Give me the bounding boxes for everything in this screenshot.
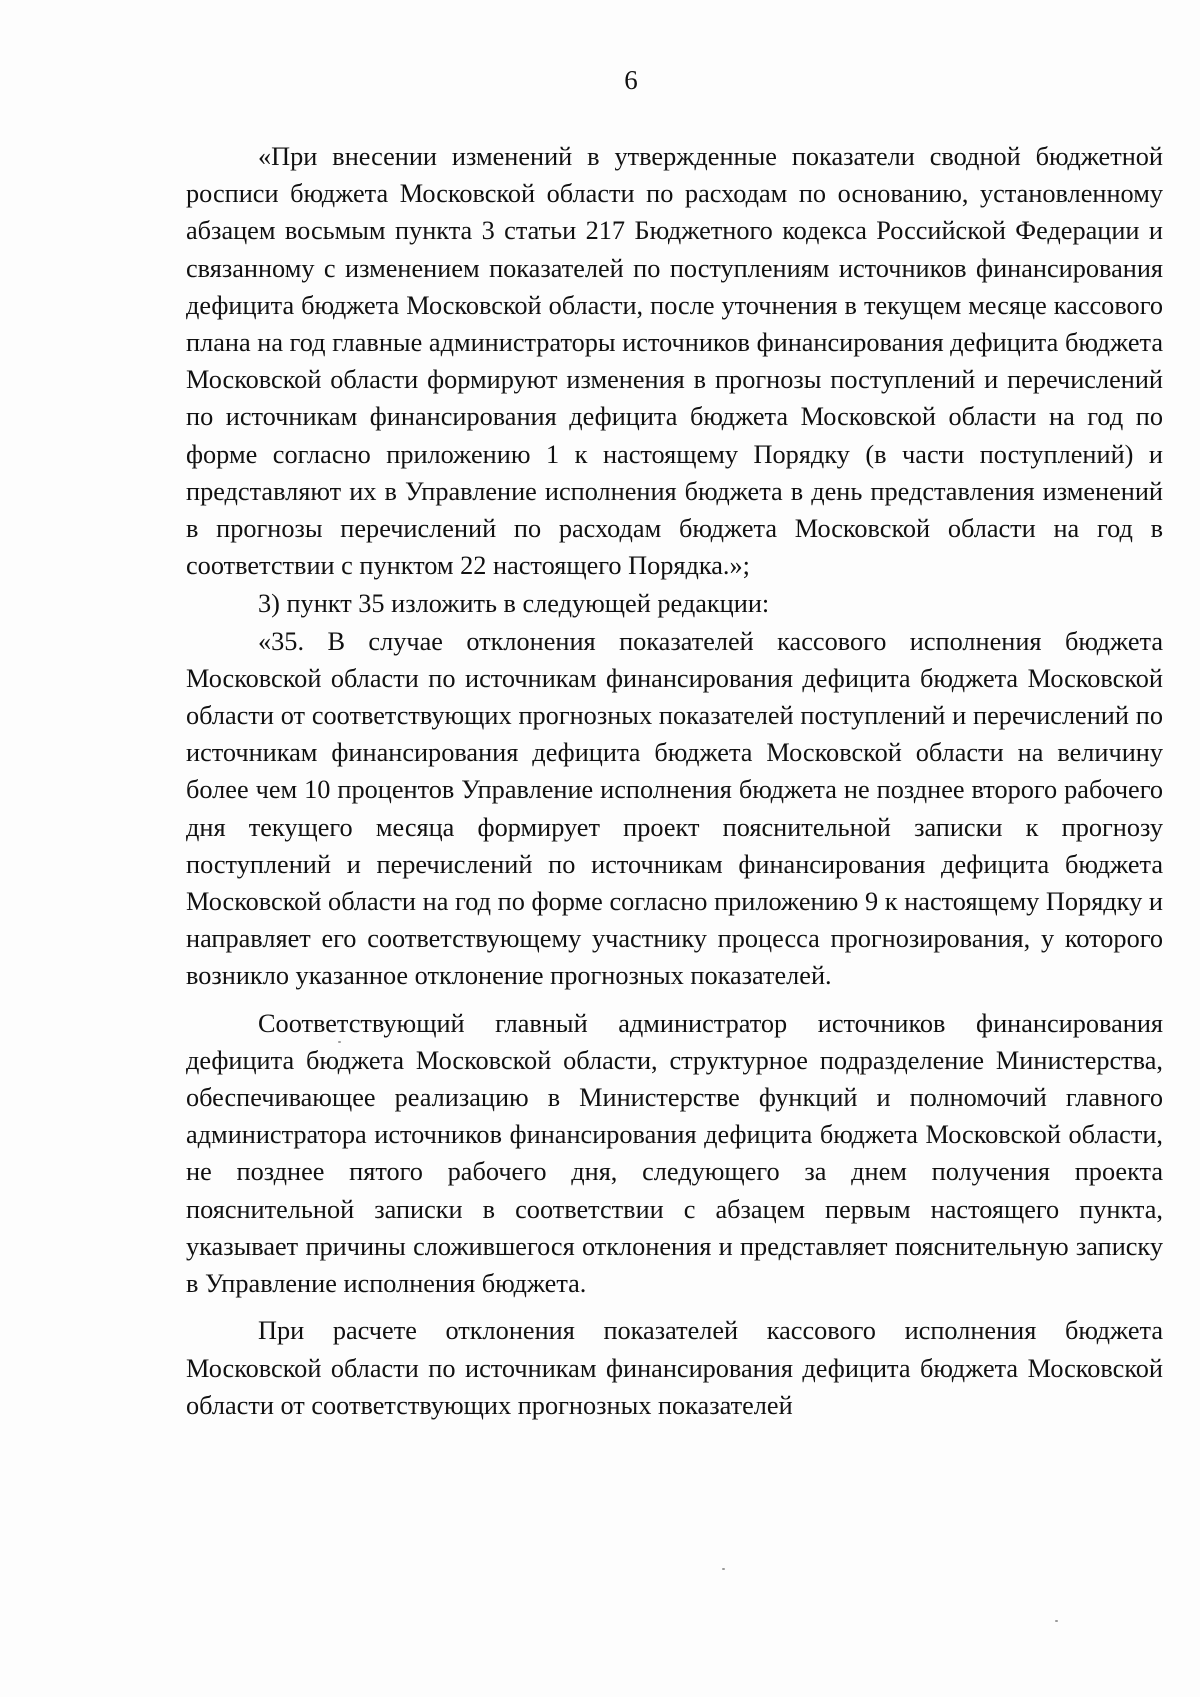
paragraph-deviation-calculation: При расчете отклонения показателей кассового исполнения бюджета Московской области по источникам финансирования дефицита бюджета Московской области от соответствующих прогнозных показателей xyxy=(186,1316,1163,1420)
paragraph-administrator-duties: Соответствующий главный администратор источников финансирования дефицита бюджета Московской области, структурное подразделение Министерства, обеспечивающее реализацию в Министерстве функций и полномочий главного администратора источников финансирования дефицита бюджета Московской области, не позднее пятого рабочего дня, следующего за днем получения проекта пояснительной записки в соответствии с абзацем первым настоящего пункта, указывает причины сложившегося отклонения и представляет пояснительную записку в Управление исполнения бюджета. xyxy=(186,1008,1163,1299)
paragraph-clause-35: «35. В случае отклонения показателей кассового исполнения бюджета Московской области по источникам финансирования дефицита бюджета Московской области от соответствующих прогнозных показателей поступлений и перечислений по источникам финансирования дефицита бюджета Московской области на величину более чем 10 процентов Управление исполнения бюджета не позднее второго рабочего дня текущего месяца формирует проект пояснительной записки к прогнозу поступлений и перечислений по источникам финансирования дефицита бюджета Московской области на год по форме согласно приложению 9 к настоящему Порядку и направляет его соответствующему участнику процесса прогнозирования, у которого возникло указанное отклонение прогнозных показателей. xyxy=(186,626,1163,991)
scan-artifact xyxy=(338,1041,341,1043)
paragraph-amendment-text: «При внесении изменений в утвержденные показатели сводной бюджетной росписи бюджета Московской области по расходам по основанию, установленному абзацем восьмым пункта 3 статьи 217 Бюджетного кодекса Российской Федерации и связанному с изменением показателей по поступлениям источников финансирования дефицита бюджета Московской области, после уточнения в текущем месяце кассового плана на год главные администраторы источников финансирования дефицита бюджета Московской области формируют изменения в прогнозы поступлений и перечислений по источникам финансирования дефицита бюджета Московской области на год по форме согласно приложению 1 к настоящему Порядку (в части поступлений) и представляют их в Управление исполнения бюджета в день представления изменений в прогнозы перечислений по расходам бюджета Московской области на год в соответствии с пунктом 22 настоящего Порядка.»; xyxy=(186,142,1163,581)
document-body xyxy=(186,138,1163,1424)
scan-artifact xyxy=(722,1568,725,1570)
scan-artifact xyxy=(1055,1620,1058,1622)
paragraph-item-3: 3) пункт 35 изложить в следующей редакции: xyxy=(258,589,770,619)
page-number: 6 xyxy=(624,65,638,95)
